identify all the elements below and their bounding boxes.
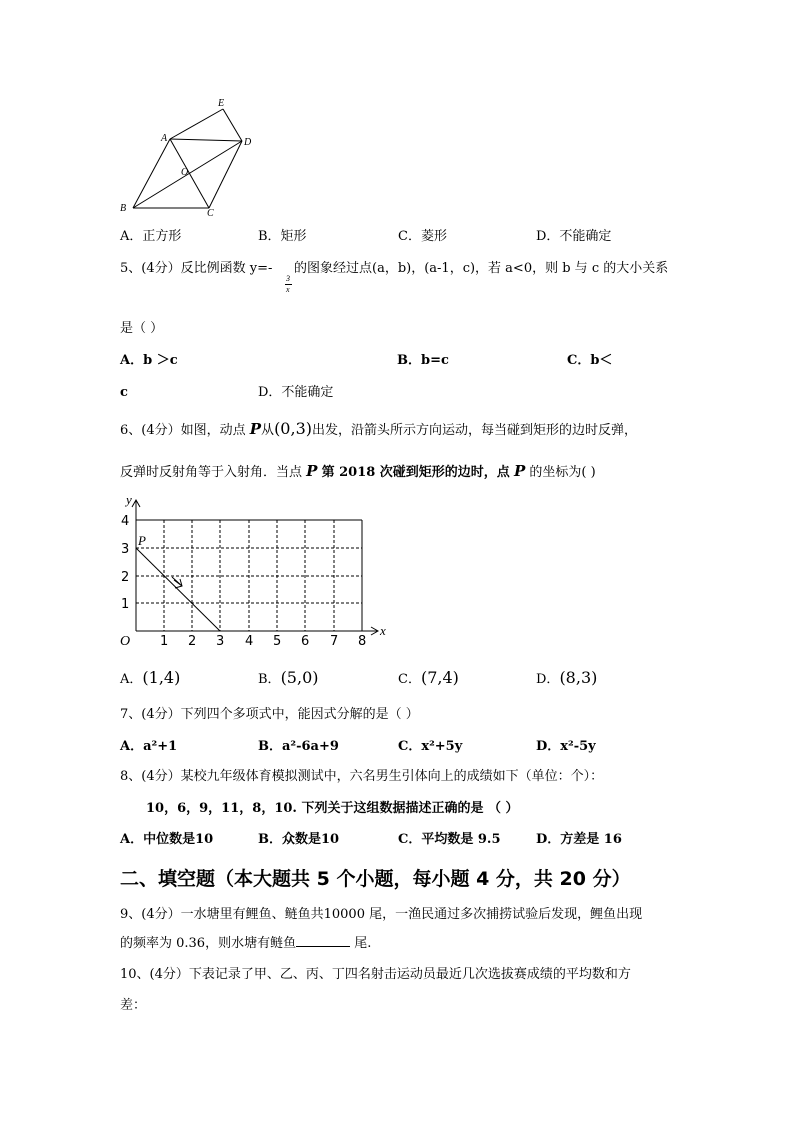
q7-stem: 7、(4分）下列四个多项式中，能因式分解的是（ ） [120, 707, 419, 722]
y-tick-1: 1 [121, 597, 130, 612]
q8-data-line: 10，6，9，11，8，10. 下列关于这组数据描述正确的是 （ ） [146, 801, 519, 816]
q6-option-c-value: (7,4) [420, 668, 459, 687]
q6-option-a [120, 669, 180, 689]
q6-option-d-value: (8,3) [559, 668, 598, 687]
q8-option-a: A．中位数是10 [120, 832, 214, 847]
q4-option-b: B．矩形 [258, 229, 307, 244]
q6-line1-b: 从 [261, 423, 275, 438]
q6-option-b [258, 669, 319, 689]
q6-line1-c: 出发，沿箭头所示方向运动，每当碰到矩形的边时反弹， [312, 423, 638, 438]
p-path [136, 548, 220, 631]
q8-option-d: D．方差是 16 [536, 832, 622, 847]
label-O: O [181, 167, 189, 178]
q7-option-d: D．x²-5y [536, 739, 596, 754]
q5-frac-num: 3 [286, 274, 290, 283]
x-tick-2: 2 [188, 634, 197, 649]
x-tick-8: 8 [358, 634, 367, 649]
rhombus-figure [115, 95, 265, 220]
x-axis-label: x [380, 623, 386, 638]
y-tick-2: 2 [121, 570, 130, 585]
label-A: A [161, 133, 168, 144]
label-E: E [218, 98, 225, 109]
q5-stem-after: 的图象经过点(a，b)，(a-1，c)，若 a<0，则 b 与 c 的大小关系 [294, 261, 669, 276]
origin-label: O [120, 634, 131, 649]
x-tick-6: 6 [301, 634, 310, 649]
q9-line2-b: 尾. [350, 936, 372, 951]
point-p-label: P [138, 533, 146, 548]
q6-point-p3: P [513, 462, 526, 480]
q5-option-a: A．b ＞c [120, 353, 178, 368]
q6-option-c [398, 669, 459, 689]
q9-stem-line1: 9、(4分）一水塘里有鲤鱼、鲢鱼共10000 尾，一渔民通过多次捕捞试验后发现，鲤鱼出现 [120, 907, 643, 922]
q8-option-b: B．众数是10 [258, 832, 340, 847]
q6-start: (0,3) [274, 419, 312, 438]
label-B: B [120, 203, 127, 214]
q7-option-b: B．a²-6a+9 [258, 739, 339, 754]
q9-answer-blank[interactable] [296, 934, 350, 947]
y-tick-3: 3 [121, 542, 130, 557]
q4-option-a: A．正方形 [120, 229, 182, 244]
q5-stem-before: 5、(4分）反比例函数 y=- [120, 261, 273, 276]
q6-stem-line1 [120, 420, 637, 440]
q5-option-c: C．b＜ [567, 353, 613, 368]
q6-line2-b: 第 2018 次碰到矩形的边时，点 [321, 465, 510, 480]
q7-option-c: C．x²+5y [398, 739, 463, 754]
q6-option-d [536, 669, 597, 689]
q6-line1-a: 6、(4分）如图，动点 [120, 423, 246, 438]
q6-option-b-letter: B． [258, 672, 281, 687]
q5-frac-den: x [286, 285, 290, 294]
q10-stem-line1: 10、(4分）下表记录了甲、乙、丙、丁四名射击运动员最近几次选拔赛成绩的平均数和方 [120, 967, 631, 982]
q6-point-p2: P [306, 462, 318, 480]
q7-option-a: A．a²+1 [120, 739, 178, 754]
coordinate-graph [112, 490, 402, 655]
x-tick-5: 5 [273, 634, 282, 649]
q6-point-p: P [249, 420, 262, 438]
section-heading: 二、填空题（本大题共 5 个小题，每小题 4 分，共 20 分） [120, 868, 631, 890]
y-axis-label: y [126, 492, 132, 507]
q6-option-d-letter: D． [536, 672, 560, 687]
x-tick-1: 1 [160, 634, 169, 649]
x-tick-4: 4 [245, 634, 254, 649]
q6-option-a-value: (1,4) [142, 668, 181, 687]
q5-option-c-cont: c [120, 385, 128, 400]
q9-line2-a: 的频率为 0.36，则水塘有鲢鱼 [120, 936, 297, 951]
q10-stem-line2: 差： [120, 998, 147, 1013]
q5-option-d: D．不能确定 [258, 385, 334, 400]
label-D: D [244, 137, 252, 148]
label-C: C [207, 208, 214, 219]
q5-option-b: B．b=c [397, 353, 449, 368]
q5-stem-line2: 是（ ） [120, 321, 164, 336]
q6-stem-line2 [120, 462, 596, 482]
q8-option-c: C．平均数是 9.5 [398, 832, 501, 847]
q6-line2-c: 的坐标为( ) [529, 465, 596, 480]
q6-option-b-value: (5,0) [280, 668, 319, 687]
q6-line2-a: 反弹时反射角等于入射角．当点 [120, 465, 303, 480]
x-tick-7: 7 [330, 634, 339, 649]
q4-option-d: D．不能确定 [536, 229, 612, 244]
q6-option-c-letter: C． [398, 672, 421, 687]
q4-option-c: C．菱形 [398, 229, 447, 244]
y-tick-4: 4 [121, 514, 130, 529]
q6-option-a-letter: A． [120, 672, 143, 687]
q8-stem: 8、(4分）某校九年级体育模拟测试中，六名男生引体向上的成绩如下（单位：个）： [120, 769, 604, 784]
q9-stem-line2 [120, 934, 371, 953]
x-tick-3: 3 [216, 634, 225, 649]
